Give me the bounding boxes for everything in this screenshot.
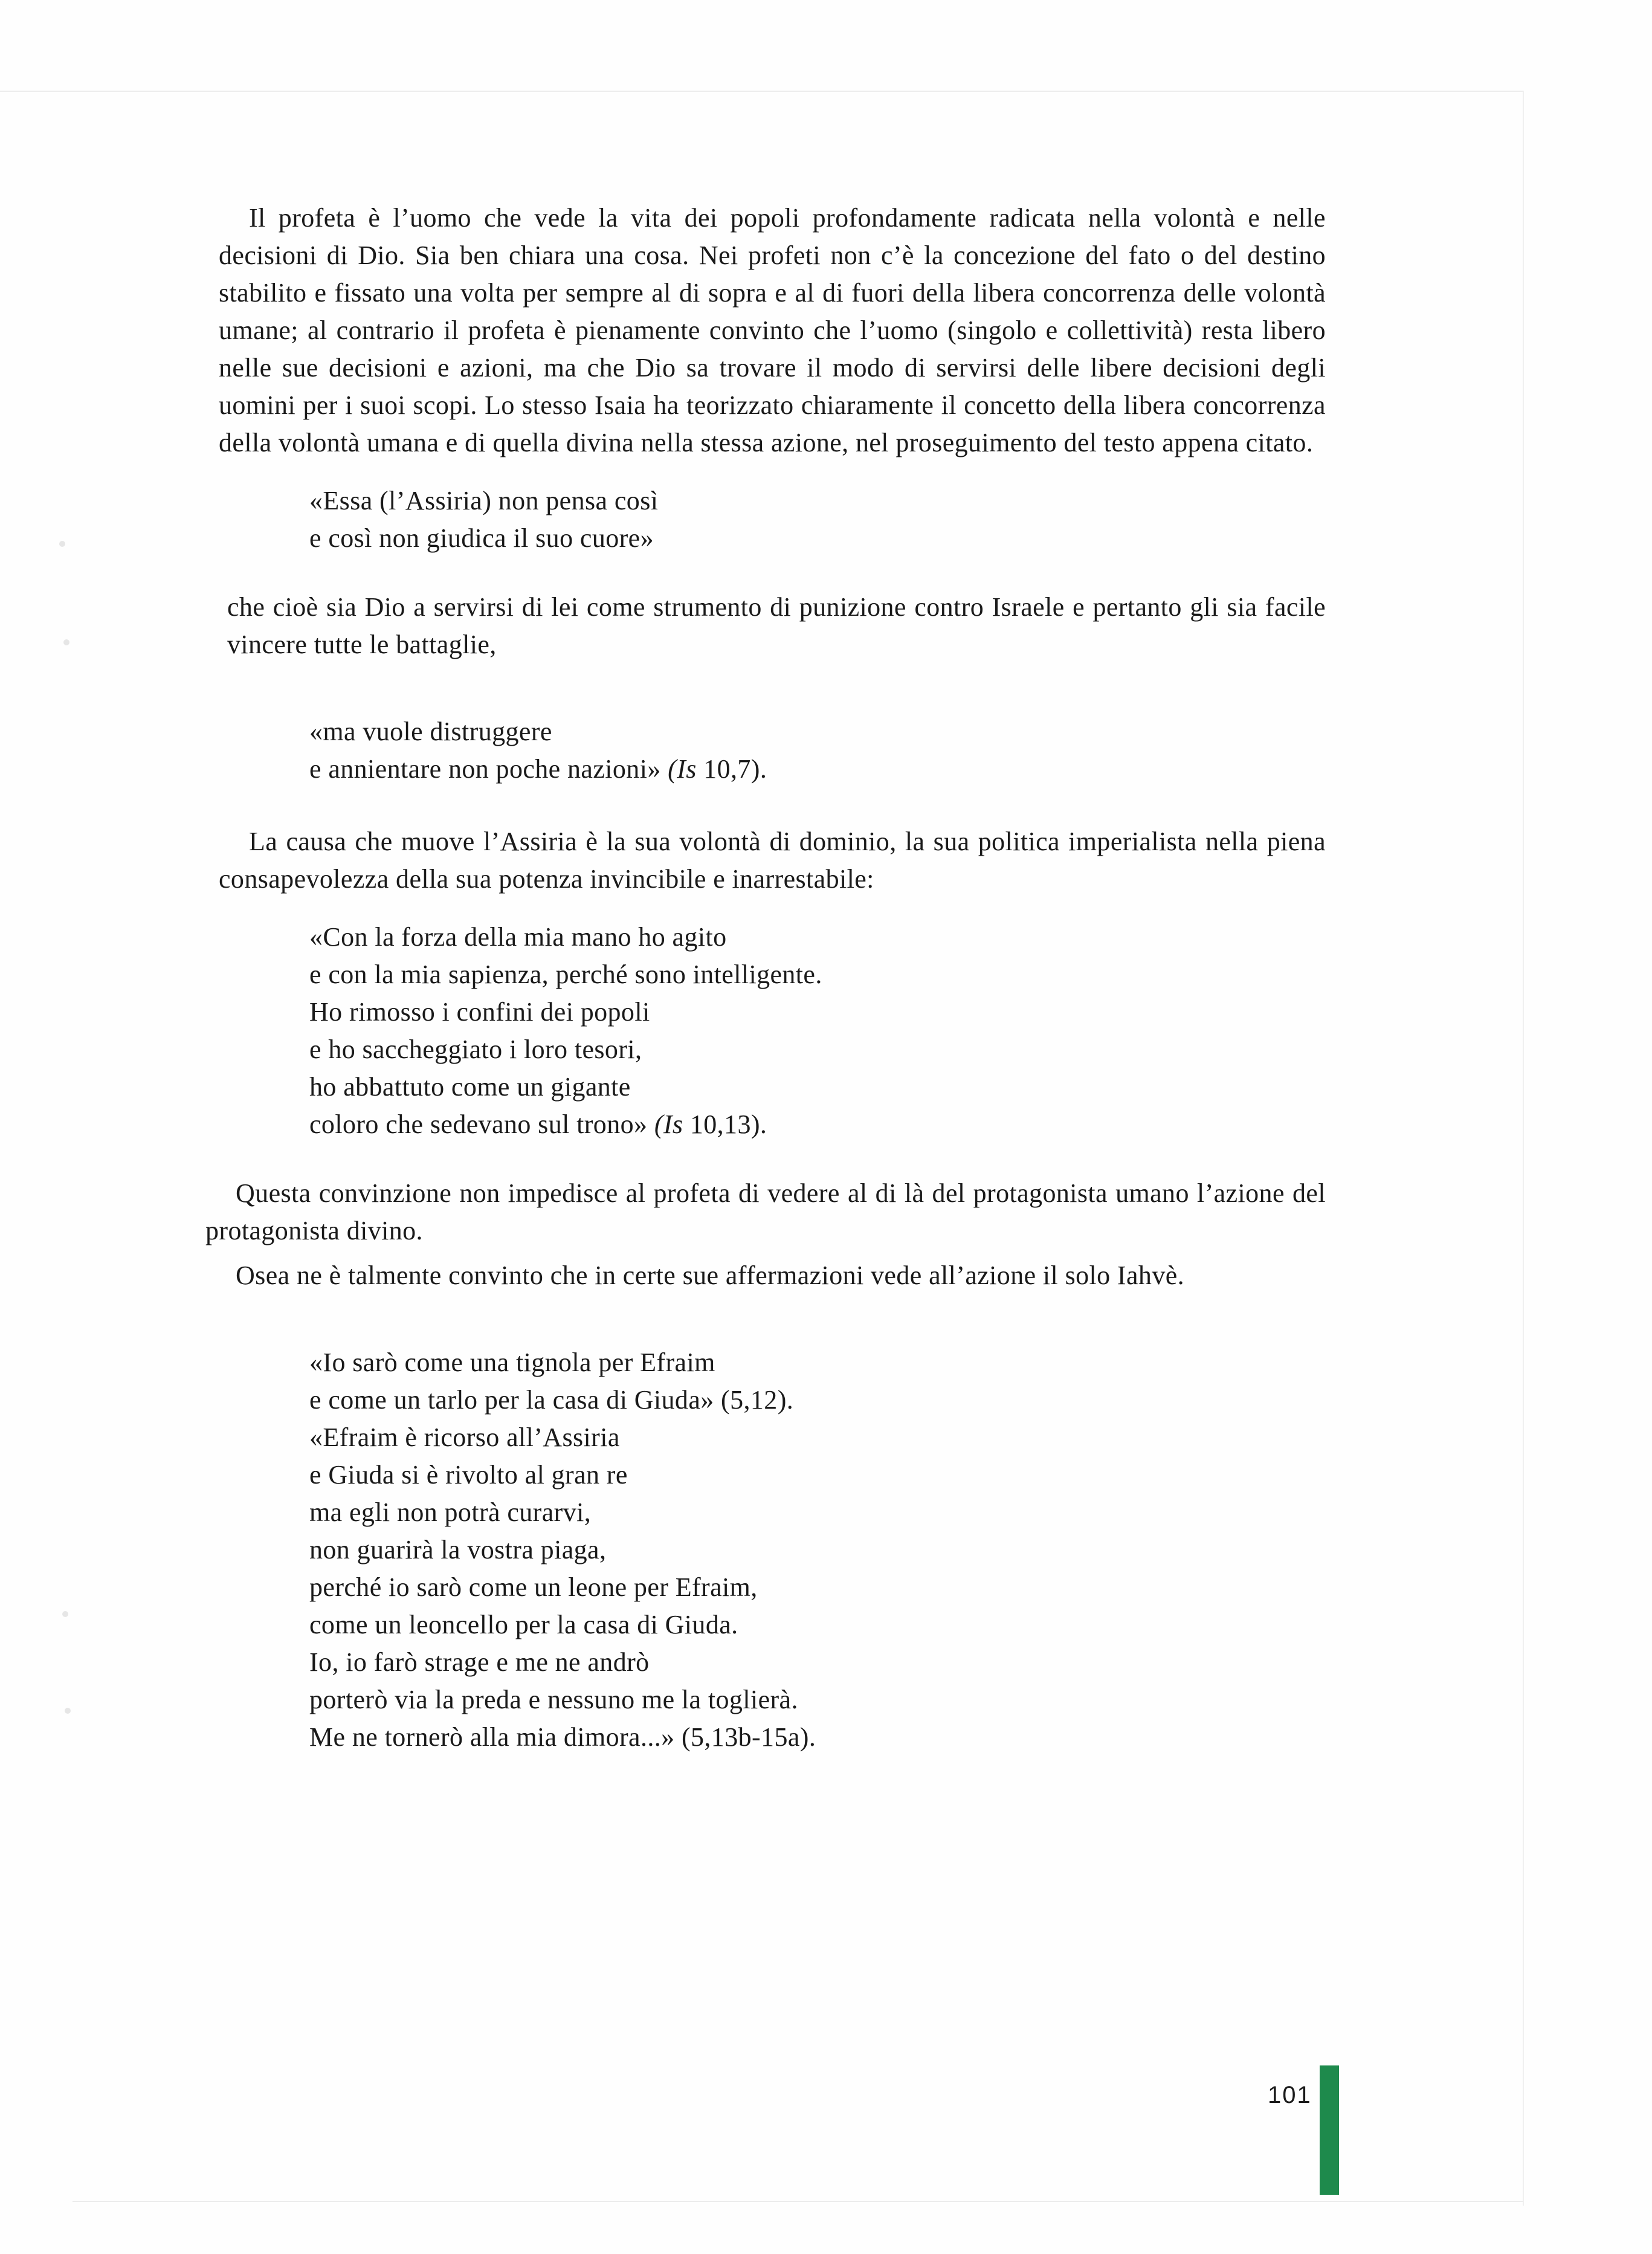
quote-line: ho abbattuto come un gigante <box>309 1072 631 1102</box>
quote-line: Me ne tornerò alla mia dimora...» (5,13b-15a). <box>309 1722 816 1752</box>
page-number: 101 <box>1268 2082 1312 2108</box>
paper-edge-top <box>0 91 1523 92</box>
citation-book: (Is <box>668 754 697 784</box>
quote-line: e ho saccheggiato i loro tesori, <box>309 1035 642 1064</box>
block-quote <box>219 1419 1326 1756</box>
quote-line: «Efraim è ricorso all’Assiria <box>309 1422 620 1452</box>
body-text <box>205 199 1326 1756</box>
citation-ref: 10,7). <box>703 754 767 784</box>
block-quote <box>219 919 1326 1143</box>
binding-hole-mark <box>62 1611 68 1617</box>
block-quote <box>219 482 1326 557</box>
quote-line: e Giuda si è rivolto al gran re <box>309 1460 628 1490</box>
paragraph: Questa convinzione non impedisce al profeta di vedere al di là del protagonista umano l’azione del protagonista divino. <box>205 1178 1326 1245</box>
block-quote <box>219 1344 1326 1419</box>
citation-book: (Is <box>654 1109 683 1139</box>
quote-line: e così non giudica il suo cuore» <box>309 523 654 553</box>
binding-hole-mark <box>65 1708 71 1714</box>
block-quote <box>219 713 1326 788</box>
quote-line: porterò via la preda e nessuno me la toglierà. <box>309 1685 798 1714</box>
quote-line: e come un tarlo per la casa di Giuda» (5,12). <box>309 1385 794 1415</box>
paper-edge-right <box>1523 91 1524 2206</box>
quote-line: «Con la forza della mia mano ho agito <box>309 922 727 952</box>
paragraph: Osea ne è talmente convinto che in certe sue affermazioni vede all’azione il solo Iahvè. <box>236 1261 1185 1290</box>
quote-line: ma egli non potrà curarvi, <box>309 1497 592 1527</box>
binding-hole-mark <box>63 639 69 645</box>
quote-line: non guarirà la vostra piaga, <box>309 1535 607 1565</box>
quote-line: «ma vuole distruggere <box>309 717 552 746</box>
quote-line <box>309 1106 1326 1143</box>
paragraph: La causa che muove l’Assiria è la sua volontà di dominio, la sua politica imperialista nella piena consapevolezza della sua potenza invincibile e inarrestabile: <box>219 827 1326 894</box>
binding-hole-mark <box>59 541 65 547</box>
quote-text: e annientare non poche nazioni» <box>309 754 661 784</box>
quote-line: Io, io farò strage e me ne andrò <box>309 1647 650 1677</box>
quote-line: «Io sarò come una tignola per Efraim <box>309 1348 715 1377</box>
quote-line: e con la mia sapienza, perché sono intelligente. <box>309 960 822 989</box>
quote-line: «Essa (l’Assiria) non pensa così <box>309 486 659 515</box>
chapter-color-tab <box>1320 2065 1339 2195</box>
quote-line <box>309 751 1326 788</box>
quote-text: coloro che sedevano sul trono» <box>309 1109 648 1139</box>
quote-line: perché io sarò come un leone per Efraim, <box>309 1572 758 1602</box>
citation-ref: 10,13). <box>689 1109 767 1139</box>
quote-line: Ho rimosso i confini dei popoli <box>309 997 650 1027</box>
paragraph: Il profeta è l’uomo che vede la vita dei popoli profondamente radicata nella volontà e nelle decisioni di Dio. Sia ben chiara una cosa. Nei profeti non c’è la concezione del fato o del destino stabilito e fissato una volta per sempre al di sopra e al di fuori della libera concorrenza delle volontà umane; al contrario il profeta è pienamente convinto che l’uomo (singolo e collettività) resta libero nelle sue decisioni e azioni, ma che Dio sa trovare il modo di servirsi delle libere decisioni degli uomini per i suoi scopi. Lo stesso Isaia ha teorizzato chiaramente il concetto della libera concorrenza della volontà umana e di quella divina nella stessa azione, nel proseguimento del testo appena citato. <box>219 203 1326 457</box>
paragraph: che cioè sia Dio a servirsi di lei come strumento di punizione contro Israele e pertanto gli sia facile vincere tutte le battaglie, <box>227 592 1326 659</box>
paper-edge-bottom <box>73 2201 1523 2202</box>
quote-line: come un leoncello per la casa di Giuda. <box>309 1610 738 1639</box>
